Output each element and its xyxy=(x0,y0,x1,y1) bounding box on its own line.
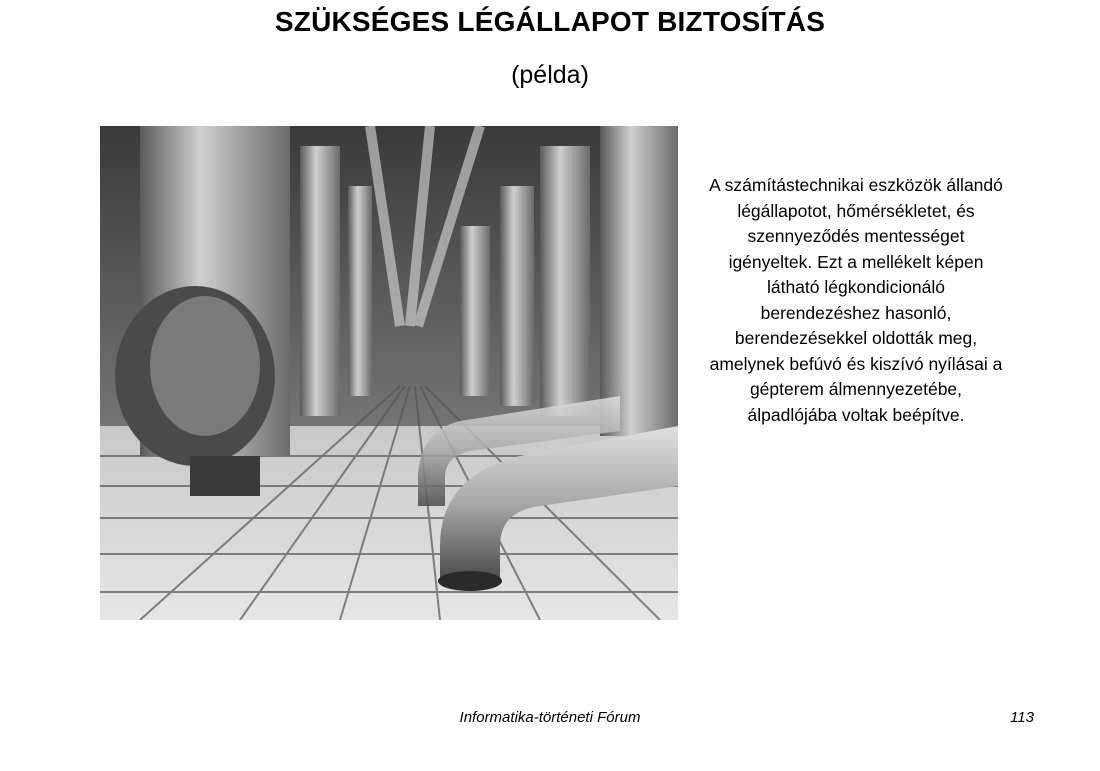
slide-subtitle: (példa) xyxy=(511,61,589,89)
footer-source: Informatika-történeti Fórum xyxy=(459,709,641,726)
slide-title: SZÜKSÉGES LÉGÁLLAPOT BIZTOSÍTÁS xyxy=(274,6,826,37)
air-conditioning-room-photo xyxy=(100,126,678,620)
description-text: A számítástechnikai eszközök állandó légállapotot, hőmérsékletet, és szennyeződés mentességet igényeltek. Ezt a mellékelt képen látható légkondicionáló berendezéshez hasonló, berendezésekkel oldották meg, amelynek befúvó és kiszívó nyílásai a gépterem álmennyezetébe, álpadlójába voltak beépítve. xyxy=(709,175,1003,425)
page-number: 113 xyxy=(1010,709,1034,726)
